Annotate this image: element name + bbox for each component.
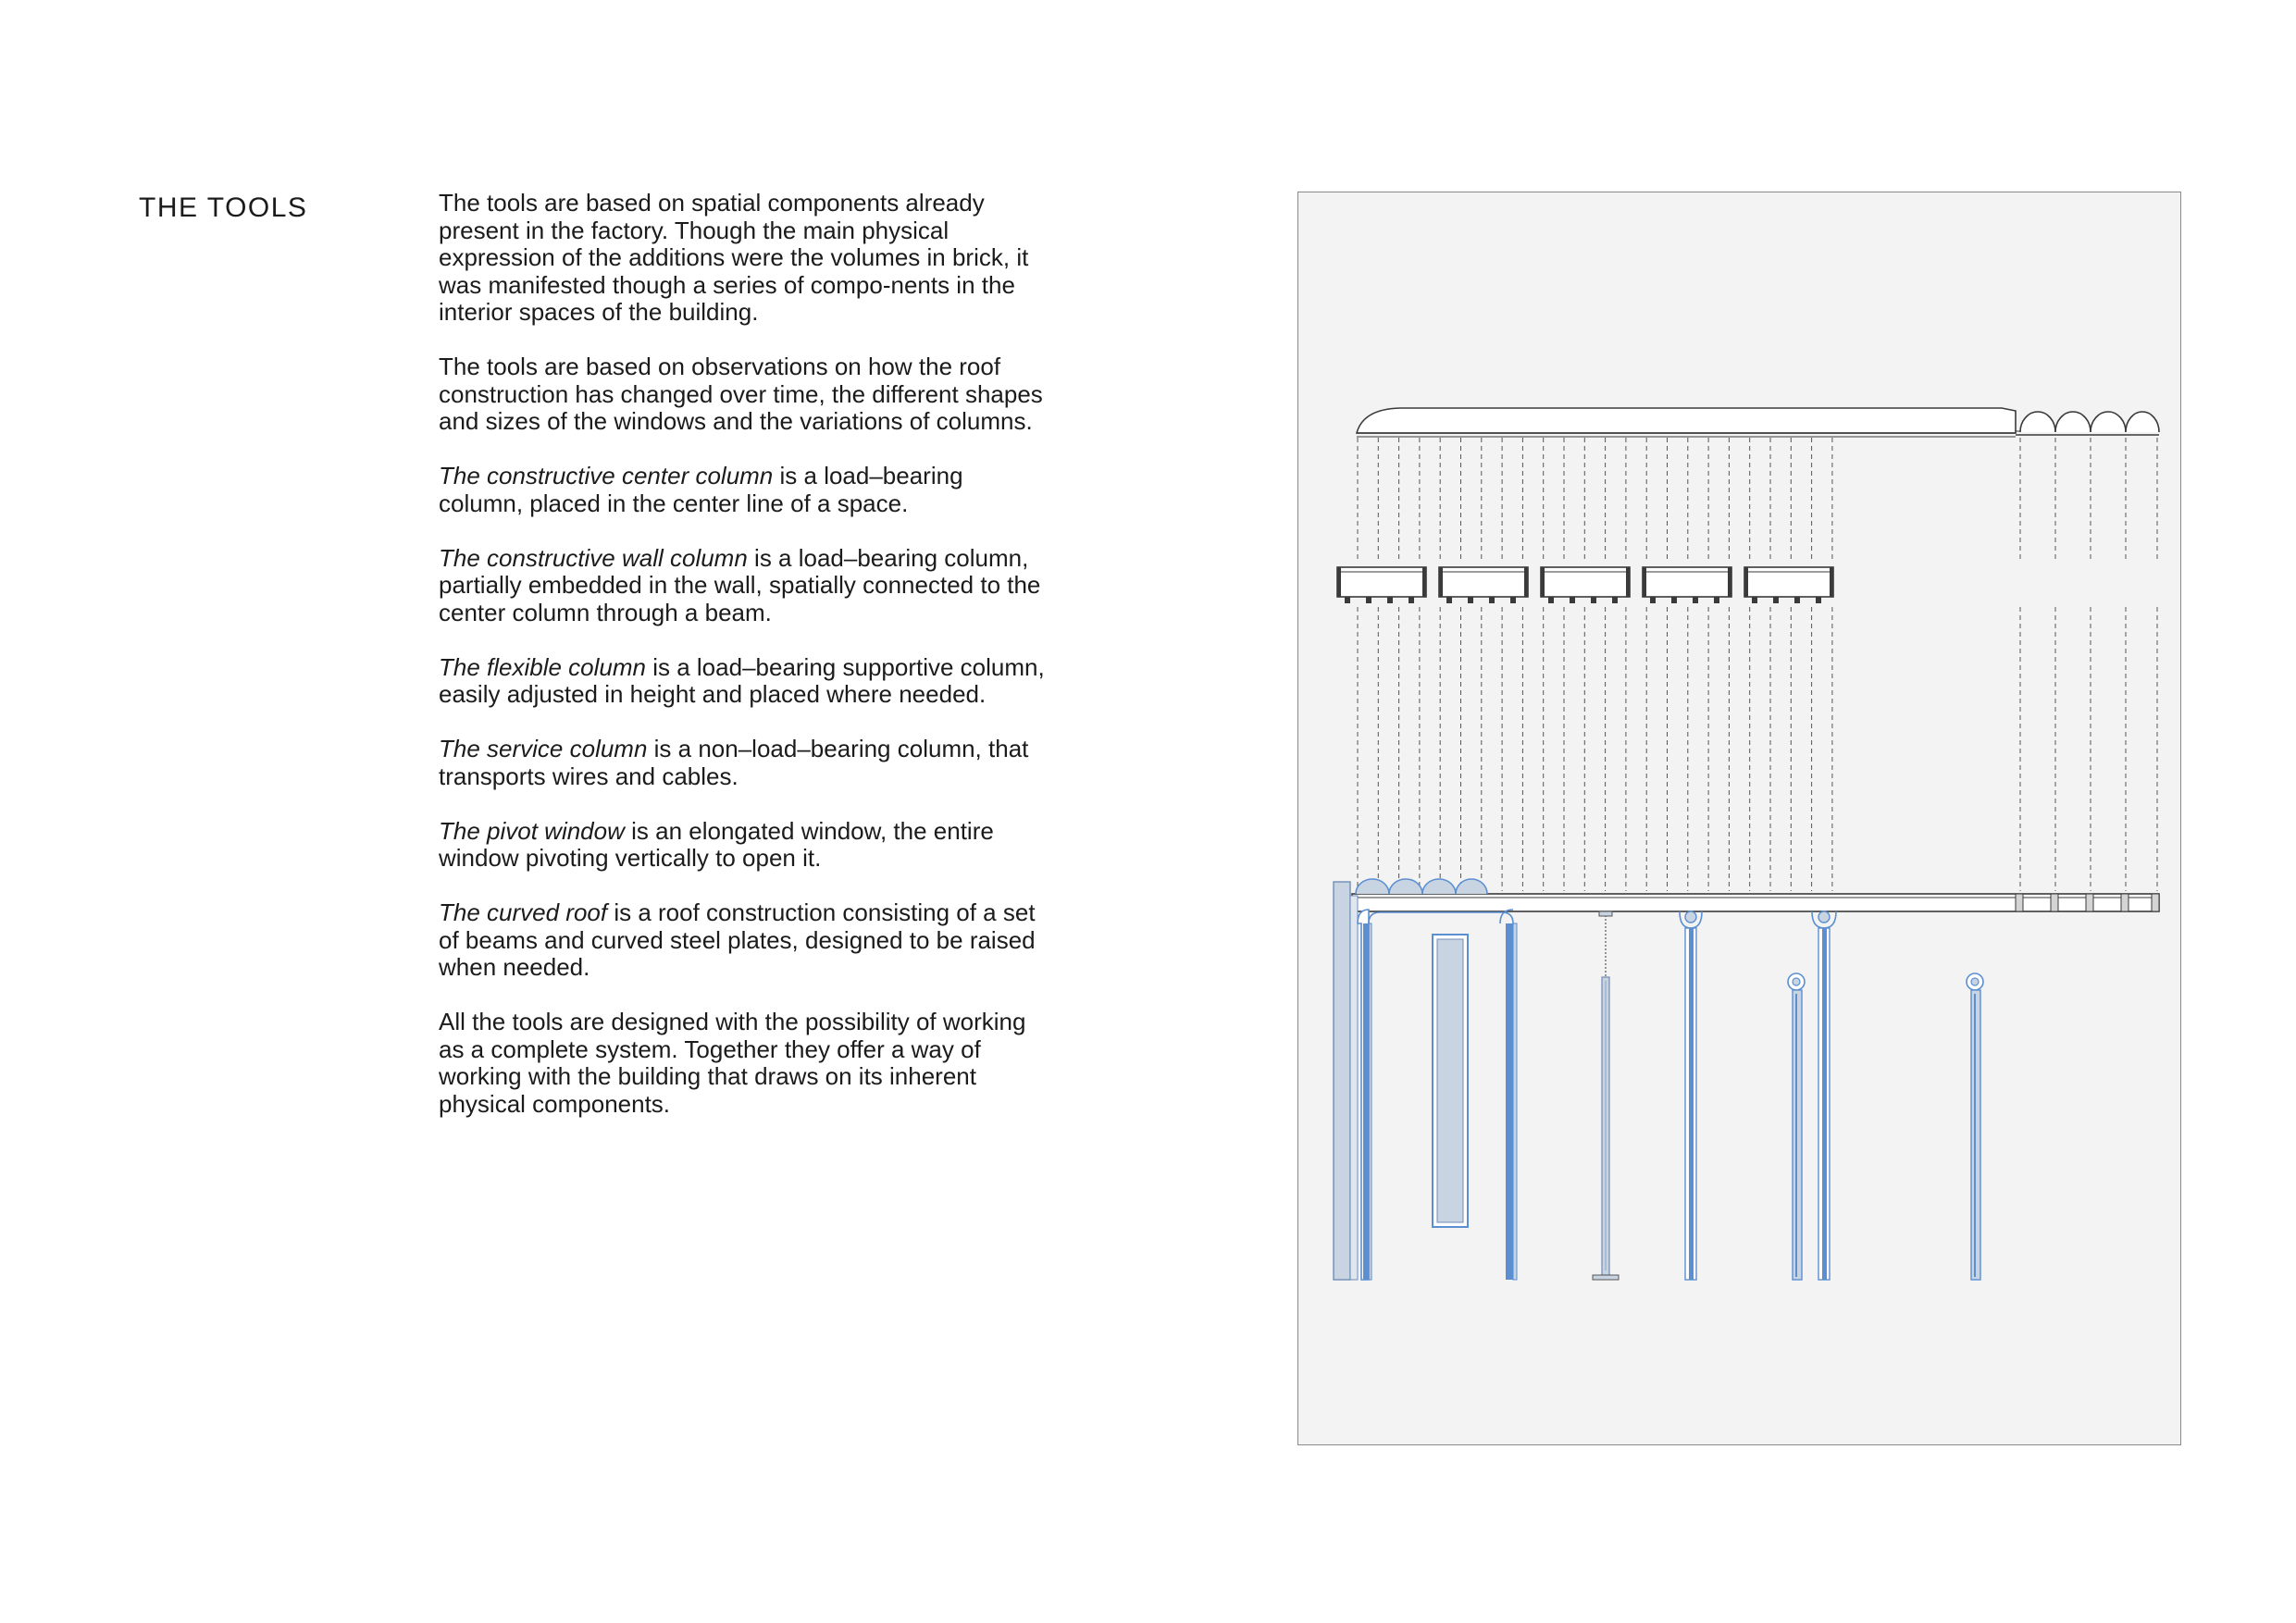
beam-module-peg <box>1489 597 1495 603</box>
paragraph-service-column: The service column is a non–load–bearing column, that transports wires and cables. <box>439 735 1029 790</box>
service-column-2 <box>1967 973 1983 1280</box>
assembly-guide-lines <box>1358 438 2157 891</box>
paragraph-pivot-window: The pivot window is an elongated window, the entire window pivoting vertically to open it. <box>439 816 994 872</box>
beam-module-end <box>1541 567 1545 597</box>
flexible-column <box>1593 911 1619 1280</box>
beam-module-peg <box>1409 597 1414 603</box>
roof-beam-modules <box>1337 567 1833 603</box>
center-column-2 <box>1812 911 1836 1280</box>
page-title: THE TOOLS <box>139 192 308 223</box>
beam-module-peg <box>1570 597 1575 603</box>
paragraph-flexible-column: The flexible column is a load–bearing supportive column, easily adjusted in height and placed where needed. <box>439 652 1045 708</box>
base-beam <box>1352 894 2159 911</box>
beam-module-peg <box>1591 597 1596 603</box>
beam-module <box>1337 567 1426 603</box>
beam-module <box>1541 567 1630 603</box>
beam-module-end <box>1337 567 1341 597</box>
service-column-1 <box>1788 973 1805 1280</box>
beam-module-end <box>1626 567 1630 597</box>
tools-drawing-svg <box>1298 192 2182 1446</box>
beam-module-end <box>1643 567 1646 597</box>
paragraph-observations: The tools are based on observations on how the roof construction has changed over time, the different shapes and sizes of the windows and the variations of columns. <box>439 353 1043 435</box>
beam-module-peg <box>1650 597 1656 603</box>
beam-module <box>1744 567 1833 603</box>
beam-module-peg <box>1548 597 1554 603</box>
paragraph-wall-column: The constructive wall column is a load–bearing column, partially embedded in the wall, spatially connected to the center column through a beam. <box>439 543 1041 626</box>
beam-module-end <box>1830 567 1833 597</box>
pivot-window <box>1369 910 1517 1280</box>
exploded-axonometric-drawing <box>1297 192 2181 1445</box>
beam-module-peg <box>1714 597 1719 603</box>
beam-module-peg <box>1345 597 1350 603</box>
beam-module-peg <box>1773 597 1779 603</box>
beam-module-peg <box>1468 597 1473 603</box>
paragraph-curved-roof: The curved roof is a roof construction consisting of a set of beams and curved steel plates, designed to be raised when needed. <box>439 898 1036 981</box>
beam-module-peg <box>1816 597 1821 603</box>
curved-roof <box>1357 408 2159 437</box>
curved-roof-plates-small <box>1356 879 1487 894</box>
beam-module-end <box>1744 567 1748 597</box>
center-column-1 <box>1680 911 1702 1280</box>
beam-module-end <box>1524 567 1528 597</box>
beam-module-peg <box>1693 597 1698 603</box>
beam-module-peg <box>1612 597 1618 603</box>
beam-module-peg <box>1387 597 1393 603</box>
beam-module-peg <box>1366 597 1371 603</box>
beam-module-end <box>1439 567 1443 597</box>
body-text <box>439 190 1049 1146</box>
beam-module-peg <box>1671 597 1677 603</box>
paragraph-intro: The tools are based on spatial components already present in the factory. Though the main physical expression of the additions were the volumes in brick, it was manifested though a series of compo-nents in the interior spaces of the building. <box>439 189 1029 326</box>
beam-module <box>1439 567 1528 603</box>
paragraph-center-column: The constructive center column is a load–bearing column, placed in the center line of a space. <box>439 462 963 517</box>
beam-module <box>1643 567 1731 603</box>
beam-module-peg <box>1510 597 1516 603</box>
beam-module-end <box>1422 567 1426 597</box>
beam-module-peg <box>1794 597 1800 603</box>
wall-column <box>1334 882 1371 1280</box>
beam-module-peg <box>1752 597 1757 603</box>
beam-module-peg <box>1446 597 1452 603</box>
paragraph-system: All the tools are designed with the possibility of working as a complete system. Together they offer a way of working with the building that draws on its inherent physical components. <box>439 1008 1026 1118</box>
beam-module-end <box>1728 567 1731 597</box>
